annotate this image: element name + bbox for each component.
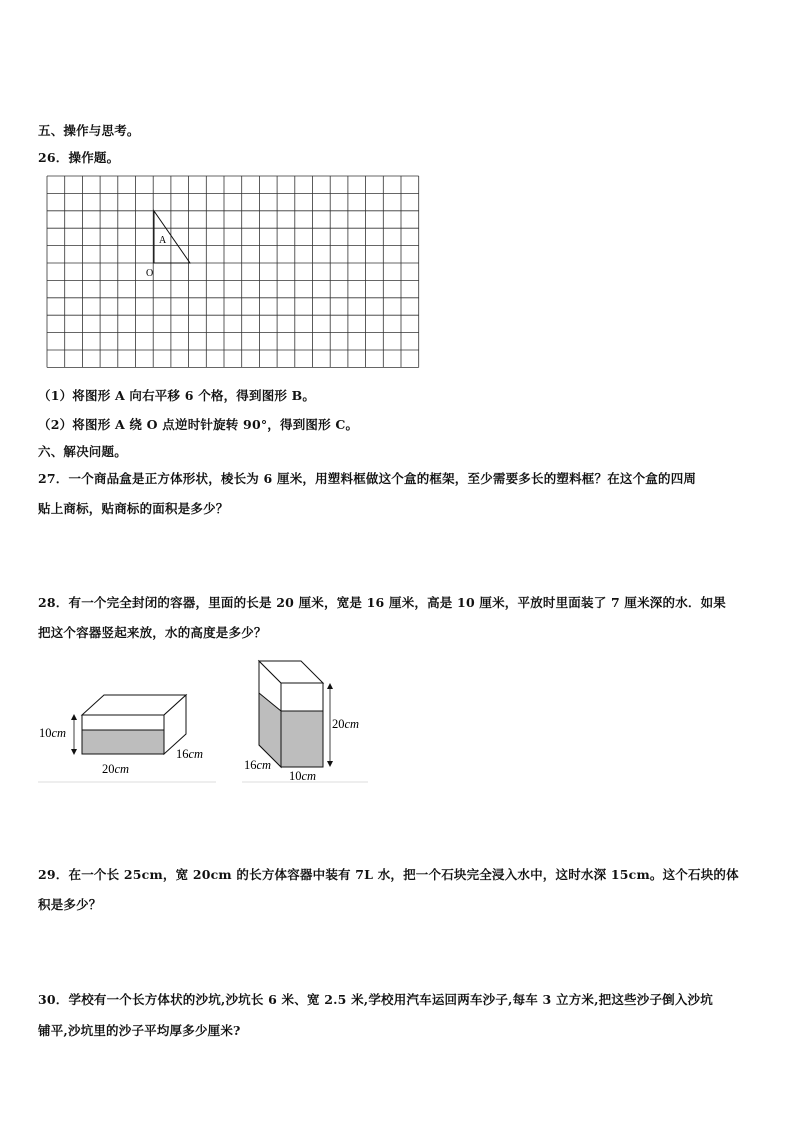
section-heading-6: 六、解决问题。 [38,444,127,459]
height-label: 10cm [39,726,67,740]
length-label: 20cm [102,762,130,776]
question-28-line-2: 把这个容器竖起来放，水的高度是多少？ [38,625,267,640]
grid-lines [47,176,419,367]
question-28-line-1: 28．有一个完全封闭的容器，里面的长是 20 厘米，宽是 16 厘米，高是 10 厘米，平放时里面装了 7 厘米深的水．如果 [38,595,726,610]
question-26-title: 26．操作题。 [38,150,120,165]
question-27-line-1: 27．一个商品盒是正方体形状，棱长为 6 厘米，用塑料框做这个盒的框架，至少需要多长的塑料框？在这个盒的四周 [38,471,697,486]
question-29-line-2: 积是多少？ [38,897,102,912]
grid-figure [46,175,426,370]
question-30-line-2: 铺平,沙坑里的沙子平均厚多少厘米? [38,1023,241,1038]
container-upright-figure [242,655,372,785]
origin-label: O [146,268,154,279]
water-fill [281,711,323,767]
question-30-line-1: 30．学校有一个长方体状的沙坑,沙坑长 6 米、宽 2.5 米,学校用汽车运回两车沙子,每车 3 立方米,把这些沙子倒入沙坑 [38,992,713,1007]
section-heading-5: 五、操作与思考。 [38,123,140,138]
width-label: 16cm [244,758,272,772]
width-label: 16cm [176,747,204,761]
question-29-line-1: 29．在一个长 25cm，宽 20cm 的长方体容器中装有 7L 水，把一个石块完全浸入水中，这时水深 15cm。这个石块的体 [38,867,739,882]
question-26-item-1: （1）将图形 A 向右平移 6 个格，得到图形 B。 [38,388,316,403]
question-27-line-2: 贴上商标，贴商标的面积是多少？ [38,501,229,516]
length-label: 10cm [289,769,317,783]
container-flat-figure [38,685,218,785]
height-label: 20cm [332,717,360,731]
question-26-item-2: （2）将图形 A 绕 O 点逆时针旋转 90°，得到图形 C。 [38,417,359,432]
water-fill [82,730,164,754]
shape-label: A [159,235,167,246]
